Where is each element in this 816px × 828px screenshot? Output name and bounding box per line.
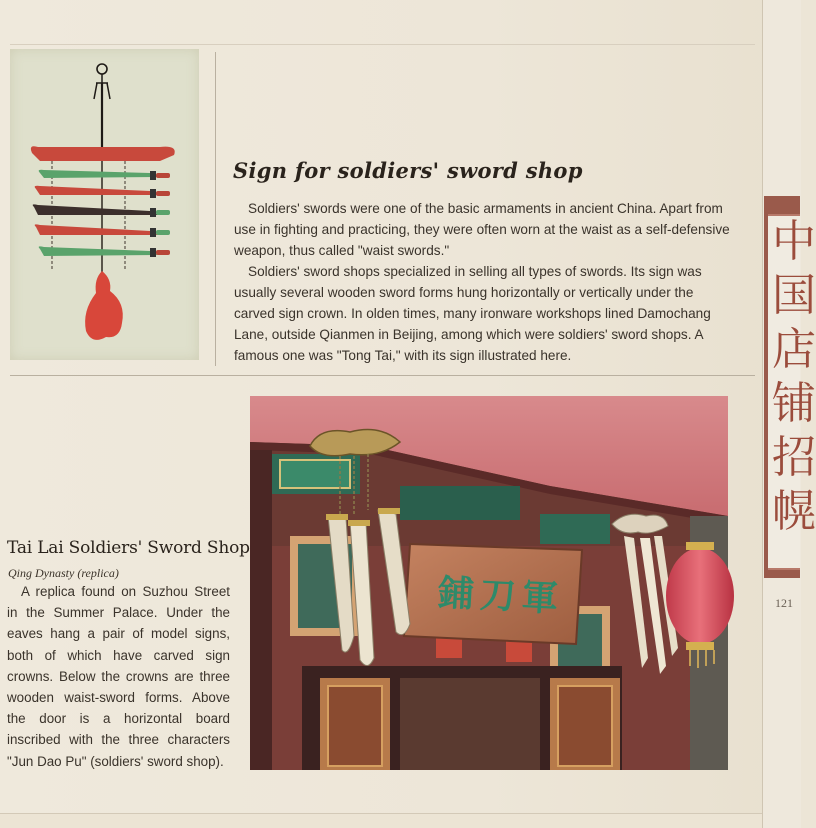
sword-sign-drawing [10,49,199,360]
tab-character: 店 [772,324,816,375]
sword-form-5 [39,246,170,257]
top-rule [10,44,755,45]
tab-character: 铺 [772,378,816,429]
column-divider [215,52,216,366]
tab-character: 招 [772,432,816,483]
photo-caption [7,581,230,772]
section-divider [10,375,755,376]
photo-subtitle: Qing Dynasty (replica) [8,566,119,580]
tab-character: 幌 [772,486,816,537]
tab-character: 国 [772,270,816,321]
section-title: Sign for soldiers' sword shop [233,158,583,183]
sword-form-1 [39,170,170,180]
tab-character: 中 [772,216,816,267]
page-number: 121 [775,596,793,610]
body-paragraph [234,261,734,366]
sword-sign-illustration [10,49,199,360]
board-characters: 鋪刀軍 [436,571,565,621]
body-paragraph [234,198,734,261]
caption-text: A replica found on Suzhou Street in the Summer Palace. Under the eaves hang a pair of model signs, both of which have carved sign crowns. Below the crowns are three wooden waist-sword forms. Above the door is a horizontal board inscribed with the three characters "Jun Dao Pu" (soldiers' sword shop). [7,584,230,769]
paragraph-text: Soldiers' swords were one of the basic armaments in ancient China. Apart from use in fighting and practicing, they were often worn at the waist as a self-defensive weapon, thus called "waist swords." [234,201,730,258]
page-edge [0,813,762,828]
shop-front-photo [250,396,728,770]
paragraph-text: Soldiers' sword shops specialized in selling all types of swords. Its sign was usually several wooden sword forms hung horizontally or vertically under the carved sign crown. In olden times, many ironware workshops lined Damochang Lane, outside Qianmen in Beijing, among which were soldiers' sword shops. A famous one was "Tong Tai," with its sign illustrated here. [234,264,711,363]
photo-title: Tai Lai Soldiers' Sword Shop [7,538,250,558]
